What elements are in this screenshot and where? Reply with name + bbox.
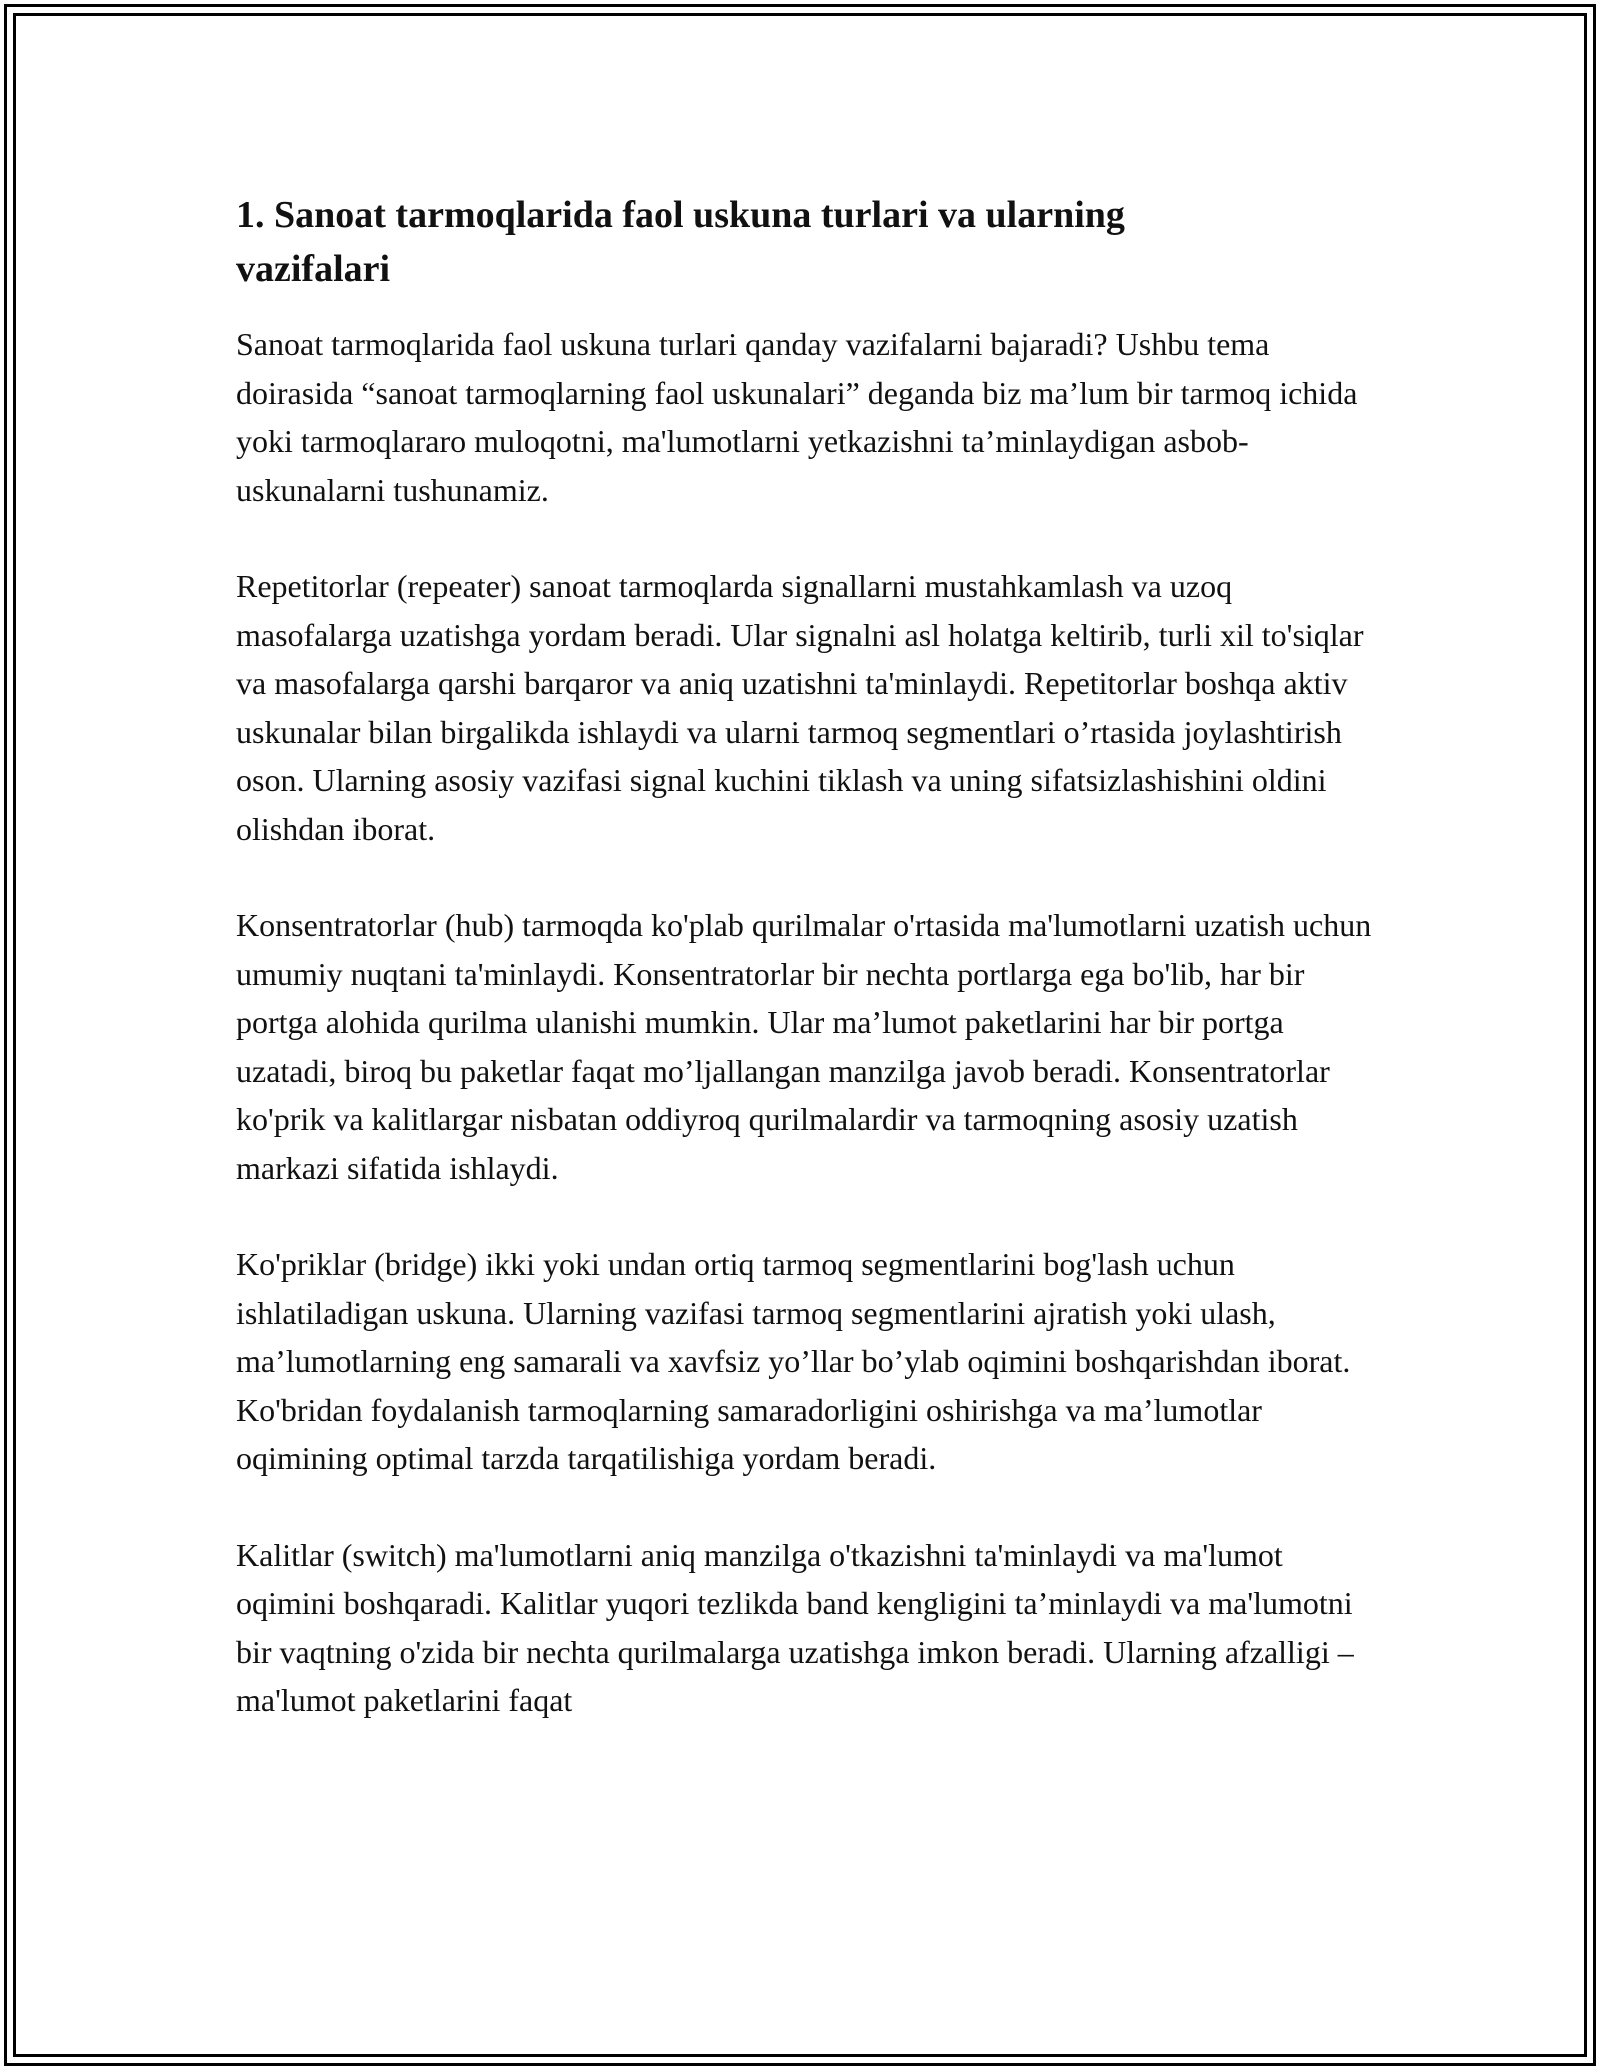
- paragraph-repeaters: Repetitorlar (repeater) sanoat tarmoqlarda signallarni mustahkamlash va uzoq masofalarga uzatishga yordam beradi. Ular signalni asl holatga keltirib, turli xil to'siqlar va masofalarga qarshi barqaror va aniq uzatishni ta'minlaydi. Repetitorlar boshqa aktiv uskunalar bilan birgalikda ishlaydi va ularni tarmoq segmentlari o’rtasida joylashtirish oson. Ularning asosiy vazifasi signal kuchini tiklash va uning sifatsizlashishini oldini olishdan iborat.: [236, 568, 1364, 847]
- paragraph-bridges: Ko'priklar (bridge) ikki yoki undan ortiq tarmoq segmentlarini bog'lash uchun ishlatiladigan uskuna. Ularning vazifasi tarmoq segmentlarini ajratish yoki ulash, ma’lumotlarning eng samarali va xavfsiz yo’llar bo’ylab oqimini boshqarishdan iborat. Ko'bridan foydalanish tarmoqlarning samaradorligini oshirishga va ma’lumotlar oqimining optimal tarzda tarqatilishiga yordam beradi.: [236, 1246, 1351, 1476]
- paragraph-hubs: Konsentratorlar (hub) tarmoqda ko'plab qurilmalar o'rtasida ma'lumotlarni uzatish uchun umumiy nuqtani ta'minlaydi. Konsentratorlar bir nechta portlarga ega bo'lib, har bir portga alohida qurilma ulanishi mumkin. Ular ma’lumot paketlarini har bir portga uzatadi, biroq bu paketlar faqat mo’ljallangan manzilga javob beradi. Konsentratorlar ko'prik va kalitlargar nisbatan oddiyroq qurilmalardir va tarmoqning asosiy uzatish markazi sifatida ishlaydi.: [236, 907, 1372, 1186]
- section-heading: 1. Sanoat tarmoqlarida faol uskuna turlari va ularning vazifalari: [236, 194, 1125, 290]
- paragraph-switches: Kalitlar (switch) ma'lumotlarni aniq manzilga o'tkazishni ta'minlaydi va ma'lumot oqimini boshqaradi. Kalitlar yuqori tezlikda band kengligini ta’minlaydi va ma'lumotni bir vaqtning o'zida bir nechta qurilmalarga uzatishga imkon beradi. Ularning afzalligi – ma'lumot paketlarini faqat: [236, 1536, 1354, 1718]
- paragraph-intro: Sanoat tarmoqlarida faol uskuna turlari qanday vazifalarni bajaradi? Ushbu tema doirasida “sanoat tarmoqlarning faol uskunalari” deganda biz ma’lum bir tarmoq ichida yoki tarmoqlararo muloqotni, ma'lumotlarni yetkazishni ta’minlaydigan asbob-uskunalarni tushunamiz.: [236, 326, 1358, 508]
- document-body: [236, 188, 1386, 1725]
